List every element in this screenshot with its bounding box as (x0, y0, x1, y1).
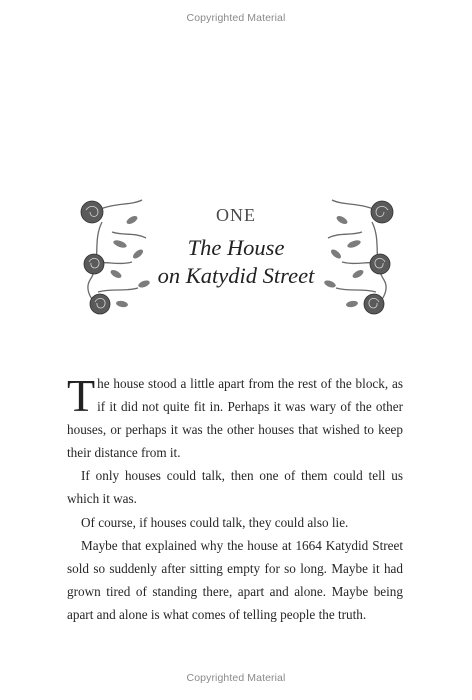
body-paragraph-4: Maybe that explained why the house at 1664 Katydid Street sold so suddenly after sitting empty for so long. Maybe it had grown tired of standing there, apart and alone. Maybe being apart and alone is what comes of telling people the truth. (67, 537, 403, 622)
body-paragraph-3: Of course, if houses could talk, they could also lie. (81, 514, 349, 530)
watermark-top: Copyrighted Material (186, 12, 286, 24)
body-paragraph-2: If only houses could talk, then one of them could tell us which it was. (67, 468, 403, 507)
drop-cap: T (67, 370, 96, 421)
chapter-title-line-2: on Katydid Street (157, 263, 315, 288)
chapter-number: ONE (216, 205, 256, 225)
chapter-body (67, 372, 403, 626)
chapter-title-line-1: The House (187, 235, 285, 260)
body-paragraph-1 (67, 372, 403, 464)
paragraph-text: he house stood a little apart from the rest of the block, as if it did not quite fit in. Perhaps it was wary of the other houses, or perhaps it was the other houses that wished to keep their distance from it. (67, 376, 403, 461)
watermark-bottom: Copyrighted Material (186, 672, 286, 684)
